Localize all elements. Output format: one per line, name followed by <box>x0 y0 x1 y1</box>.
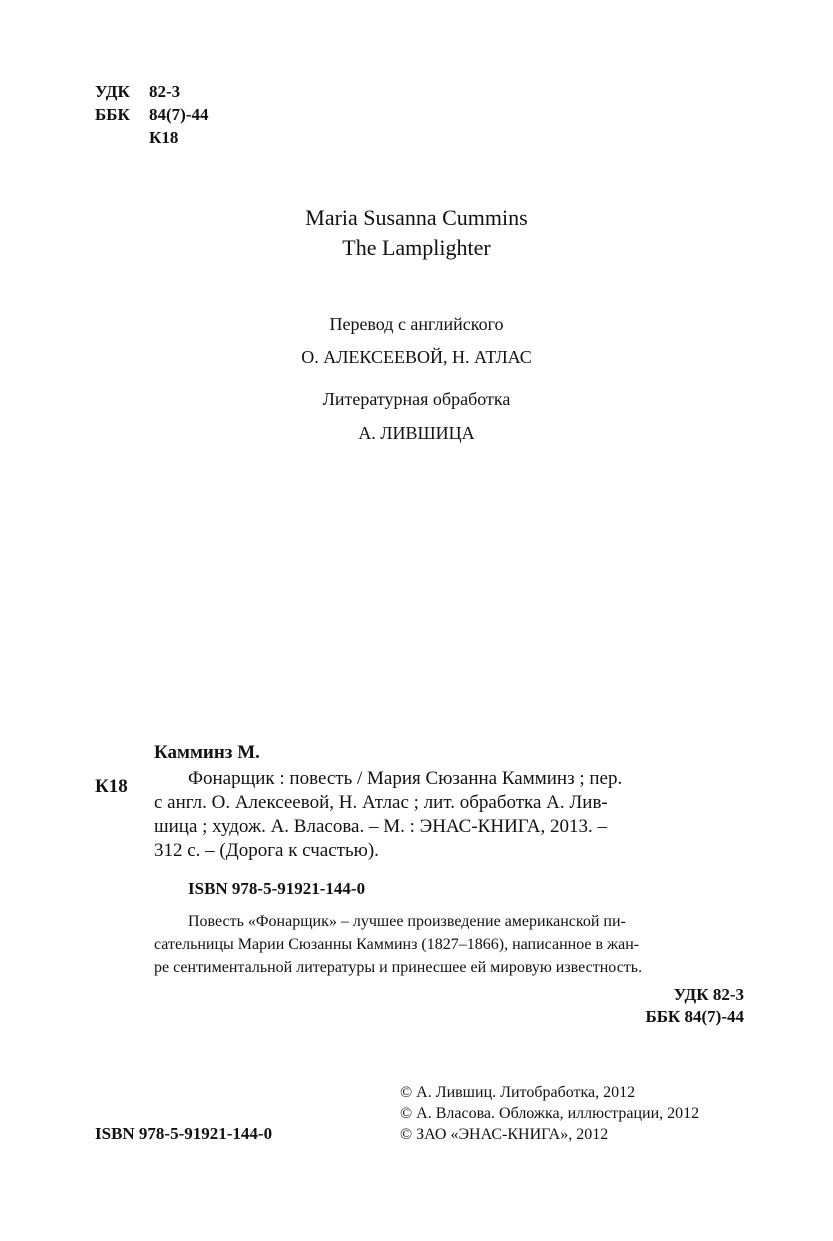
udk-label: УДК <box>95 82 130 101</box>
card-description <box>154 767 622 863</box>
author-mark-top: К18 <box>149 128 179 147</box>
copyright-line: © ЗАО «ЭНАС-КНИГА», 2012 <box>400 1126 609 1143</box>
original-title: The Lamplighter <box>342 235 491 260</box>
classification-top <box>95 80 208 149</box>
copyright-block <box>400 1082 699 1145</box>
card-line: шица ; худож. А. Власова. – М. : ЭНАС-КНИГА, 2013. – <box>154 816 607 837</box>
udk-top <box>95 80 208 103</box>
annotation-line: ре сентиментальной литературы и принесшее ей мировую известность. <box>154 959 643 976</box>
annotation-line: сательницы Марии Сюзанны Камминз (1827–1866), написанное в жан- <box>154 936 640 953</box>
bbk-top <box>95 103 208 126</box>
translators: О. АЛЕКСЕЕВОЙ, Н. АТЛАС <box>301 347 532 367</box>
card-annotation <box>154 910 642 979</box>
editor: А. ЛИВШИЦА <box>358 423 475 443</box>
udk-value: 82-3 <box>149 82 181 101</box>
card-heading: Камминз М. <box>154 742 260 763</box>
bbk-label: ББК <box>95 105 130 124</box>
copyright-line: © А. Власова. Обложка, иллюстрации, 2012 <box>400 1105 700 1122</box>
card-line: с англ. О. Алексеевой, Н. Атлас ; лит. обработка А. Лив- <box>154 792 608 813</box>
card-isbn: ISBN 978-5-91921-144-0 <box>188 879 366 898</box>
bbk-value: 84(7)-44 <box>149 105 209 124</box>
original-author: Maria Susanna Cummins <box>305 205 528 230</box>
card-bbk: ББК 84(7)-44 <box>645 1007 744 1026</box>
editing-line: Литературная обработка <box>322 389 511 409</box>
card-line: Фонарщик : повесть / Мария Сюзанна Камминз ; пер. <box>188 768 623 789</box>
card-udk: УДК 82-3 <box>673 985 744 1004</box>
copyright-line: © А. Лившиц. Литобработка, 2012 <box>400 1084 636 1101</box>
card-line: 312 с. – (Дорога к счастью). <box>154 840 379 861</box>
translation-line: Перевод с английского <box>329 314 504 334</box>
annotation-line: Повесть «Фонарщик» – лучшее произведение американской пи- <box>188 913 626 930</box>
bottom-isbn: ISBN 978-5-91921-144-0 <box>95 1124 273 1143</box>
card-mark: К18 <box>95 776 128 797</box>
